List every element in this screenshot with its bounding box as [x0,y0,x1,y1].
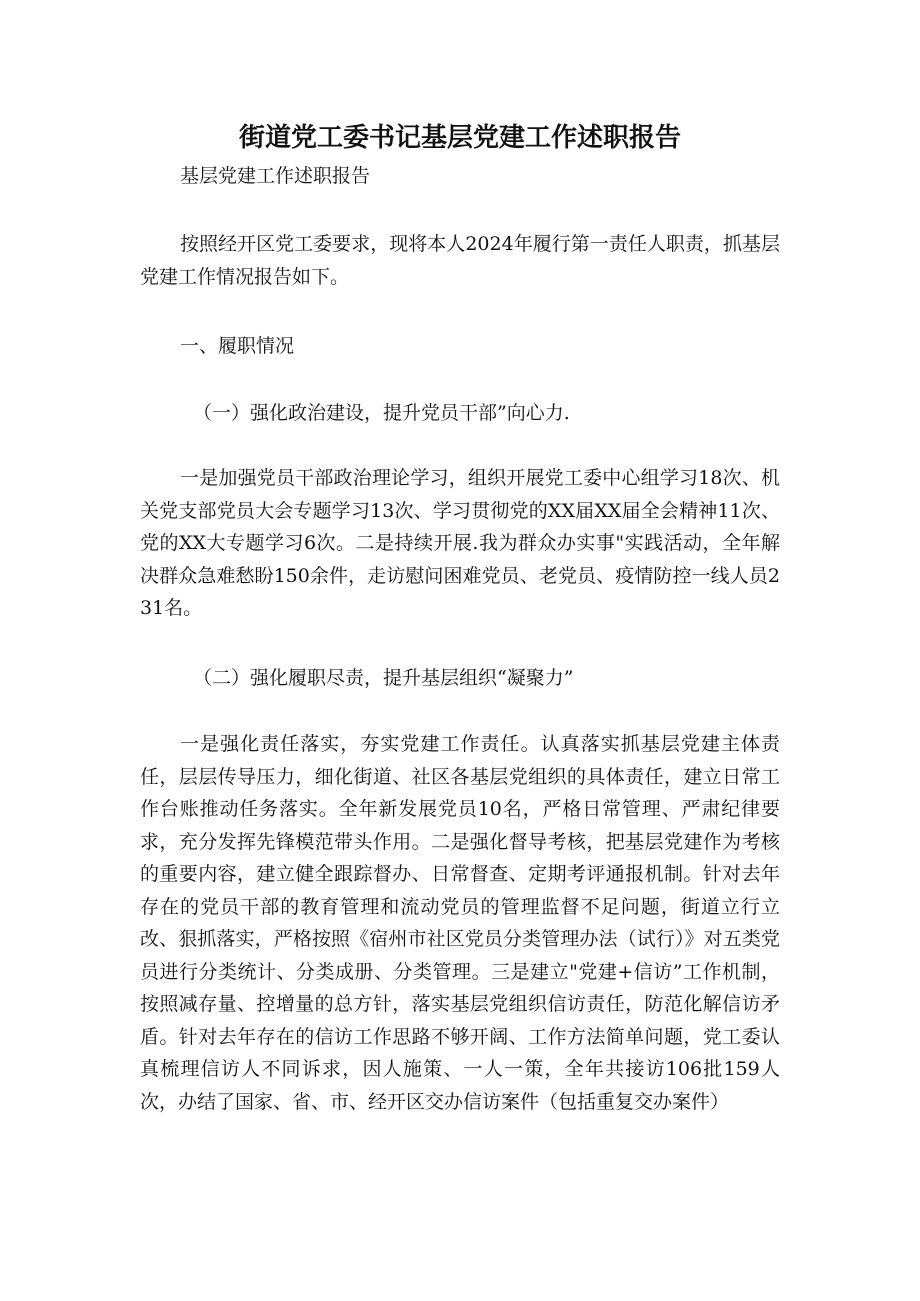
document-title: 街道党工委书记基层党建工作述职报告 [238,123,681,153]
document-subtitle: 基层党建工作述职报告 [180,165,371,187]
subsection-2-heading: （二）强化履职尽责，提升基层组织“凝聚力” [193,667,574,689]
subsection-1-heading: （一）强化政治建设，提升党员干部”向心力. [193,402,570,424]
subsection-2-body: 一是强化责任落实，夯实党建工作责任。认真落实抓基层党建主体责任，层层传导压力，细化街道、社区各基层党组织的具体责任，建立日常工作台账推动任务落实。全年新发展党员10名，严格日常管理、严肃纪律要求，充分发挥先锋模范带头作用。二是强化督导考核，把基层党建作为考核的重要内容，建立健全跟踪督办、日常督查、定期考评通报机制。针对去年存在的党员干部的教育管理和流动党员的管理监督不足问题，街道立行立改、狠抓落实，严格按照《宿州市社区党员分类管理办法（试行）》对五类党员进行分类统计、分类成册、分类管理。三是建立"党建+信访”工作机制，按照减存量、控增量的总方针，落实基层党组织信访责任，防范化解信访矛盾。针对去年存在的信访工作思路不够开阔、工作方法简单问题，党工委认真梳理信访人不同诉求，因人施策、一人一策，全年共接访106批159人次，办结了国家、省、市、经开区交办信访案件（包括重复交办案件） [140,733,780,1113]
intro-paragraph: 按照经开区党工委要求，现将本人2024年履行第一责任人职责，抓基层党建工作情况报告如下。 [140,233,780,288]
subsection-1-body: 一是加强党员干部政治理论学习，组织开展党工委中心组学习18次、机关党支部党员大会专题学习13次、学习贯彻党的XX届XX届全会精神11次、党的XX大专题学习6次。二是持续开展.我为群众办实事"实践活动，全年解决群众急难愁盼150余件，走访慰问困难党员、老党员、疫情防控一线人员231名。 [140,467,780,619]
section-1-heading: 一、履职情况 [180,335,295,357]
